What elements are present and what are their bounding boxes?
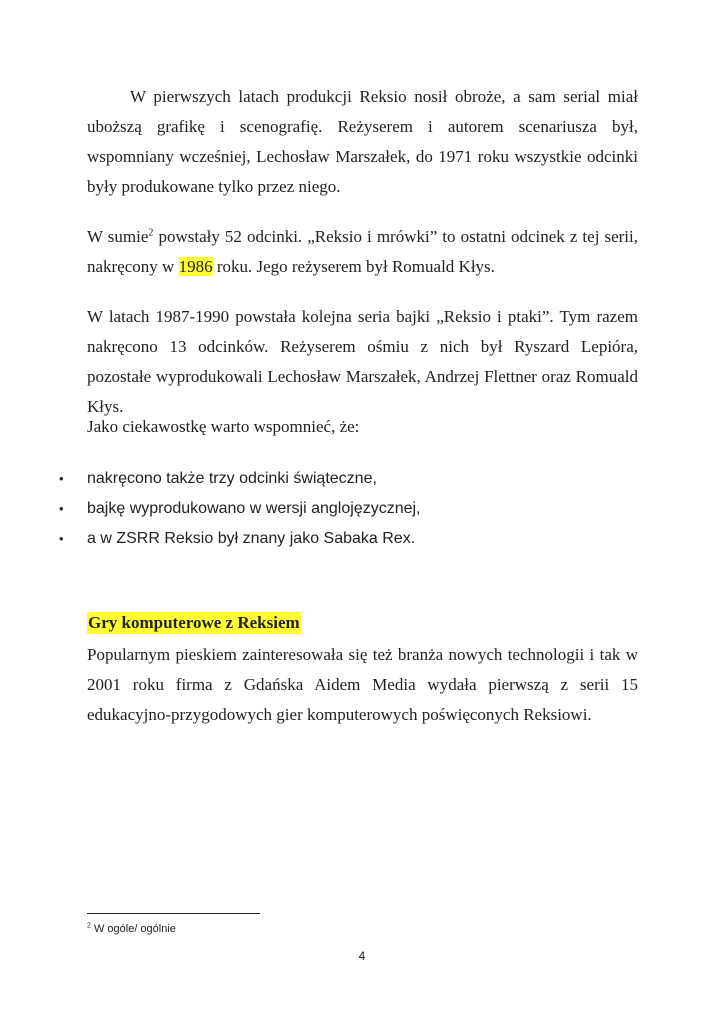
list-item-text: a w ZSRR Reksio był znany jako Sabaka Rex. [87,530,416,547]
list-item [0,494,640,524]
list-item [0,464,640,494]
paragraph-episode-count [87,222,638,282]
footnote-number: 2 [87,922,91,930]
bullet-icon: • [59,531,64,546]
section-heading: Gry komputerowe z Reksiem [88,613,300,632]
paragraph-birds-series: W latach 1987-1990 powstała kolejna seria bajki „Reksio i ptaki”. Tym razem nakręcono 13 odcinków. Reżyserem ośmiu z nich był Ryszard Lepióra, pozostałe wyprodukowali Lechosław Marszałek, Andrzej Flettner oraz Romuald Kłys. [87,307,638,416]
footnote [87,922,176,936]
list-item-text: nakręcono także trzy odcinki świąteczne, [87,470,377,487]
trivia-list [0,464,640,554]
list-item-text: bajkę wyprodukowano w wersji anglojęzycznej, [87,500,421,517]
footnote-text: W ogóle/ ogólnie [90,923,176,935]
paragraph-text: powstały 52 odcinki. „Reksio i mrówki” to ostatni odcinek z tej serii, nakręcony w [87,227,638,276]
list-item [0,524,640,554]
highlighted-year: 1986 [178,257,213,276]
footnote-reference: 2 [148,227,154,239]
bullet-icon: • [59,471,64,486]
paragraph-text: roku. Jego reżyserem był Romuald Kłys. [212,257,495,276]
paragraph-text: W sumie [87,227,149,246]
bullet-icon: • [59,501,64,516]
paragraph-computer-games: Popularnym pieskiem zainteresowała się też branża nowych technologii i tak w 2001 roku firma z Gdańska Aidem Media wydała pierwszą z serii 15 edukacyjno-przygodowych gier komputerowych poświęconych Reksiowi. [87,645,638,724]
paragraph-early-years: W pierwszych latach produkcji Reksio nosił obroże, a sam serial miał uboższą grafikę i scenografię. Reżyserem i autorem scenariusza był, wspomniany wcześniej, Lechosław Marszałek, do 1971 roku wszystkie odcinki były produkowane tylko przez niego. [87,87,638,196]
page-number: 4 [358,949,366,963]
footnote-divider [87,913,260,914]
paragraph-trivia-intro: Jako ciekawostkę warto wspomnieć, że: [87,417,360,436]
